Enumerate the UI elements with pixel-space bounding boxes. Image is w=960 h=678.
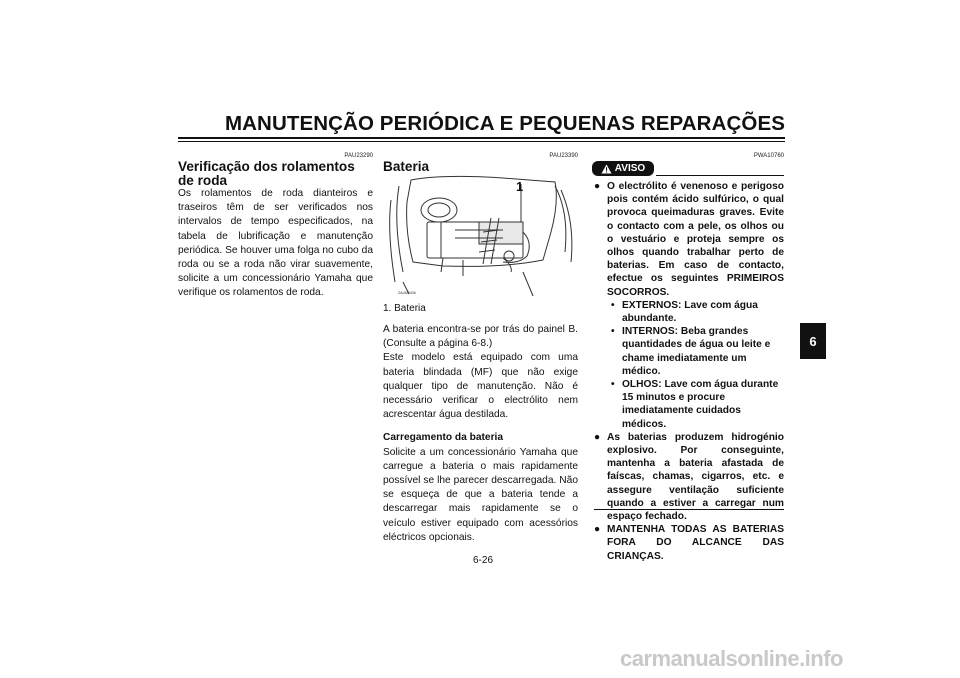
warning-rule	[656, 175, 784, 176]
sub-bullet: •	[611, 326, 615, 338]
warning-box	[594, 180, 784, 563]
title-rule	[178, 137, 785, 139]
section-body	[383, 323, 578, 545]
figure-id: ZAUM0436	[398, 291, 416, 295]
warning-badge	[592, 161, 654, 176]
bullet: ●	[594, 431, 601, 443]
warning-badge-label: AVISO	[614, 163, 646, 174]
first-aid-text: EXTERNOS: Lave com água abundante.	[622, 299, 758, 325]
warning-text: O electrólito é venenoso e perigoso pois contém ácido sulfúrico, o qual provoca queimaduras graves. Evite o contacto com a pele, os olhos ou o vestuário e proteja sempre os olhos quando trabalhar perto de baterias. Em caso de contacto, efectue os seguintes PRIMEIROS SOCORROS.	[607, 181, 784, 298]
warning-text: MANTENHA TODAS AS BATERIAS FORA DO ALCANCE DAS CRIANÇAS.	[607, 524, 784, 562]
warning-code: PWA10760	[753, 153, 784, 159]
paragraph: A bateria encontra-se por trás do painel B. (Consulte a página 6-8.)	[383, 324, 578, 350]
section-code: PAU23290	[344, 153, 373, 159]
paragraph: Os rolamentos de roda dianteiros e traseiros têm de ser verificados nos intervalos de tempo especificados, na tabela de lubrificação e manutenção periódica. Se houver uma folga no cubo da roda ou se a roda não virar suavemente, solicite a um concessionário Yamaha que verifique os rolamentos de roda.	[178, 188, 373, 299]
bullet: ●	[594, 181, 601, 192]
page-number: 6-26	[472, 555, 493, 566]
section-body	[178, 187, 373, 301]
section-heading: Verificação dos rolamentos de roda	[178, 159, 355, 188]
warning-item	[594, 180, 784, 431]
subheading: Carregamento da bateria	[383, 432, 504, 444]
first-aid-text: INTERNOS: Beba grandes quantidades de água ou leite e chame imediatamente um médico.	[622, 326, 771, 377]
watermark: carmanualsonline.info	[620, 646, 843, 671]
chapter-tab: 6	[800, 323, 826, 359]
section-heading: Bateria	[383, 159, 430, 174]
first-aid-item	[607, 378, 784, 431]
paragraph: Solicite a um concessionário Yamaha que carregue a bateria o mais rapidamente possível se lhe parecer descarregada. Não se esqueça de que a bateria tende a descarregar mais rapidamente se o veículo estiver equipado com acessórios eléctricos opcionais.	[383, 446, 578, 543]
figure-callout: 1	[516, 179, 524, 194]
warning-list	[594, 180, 784, 563]
bullet: ●	[594, 524, 601, 536]
battery-illustration	[383, 172, 578, 300]
section-code: PAU23390	[549, 153, 578, 159]
warning-triangle-icon	[601, 164, 612, 174]
sub-bullet: •	[611, 379, 615, 391]
page-title: MANUTENÇÃO PERIÓDICA E PEQUENAS REPARAÇÕES	[224, 112, 785, 135]
battery-figure	[383, 172, 578, 300]
figure-caption: 1. Bateria	[383, 303, 426, 314]
warning-text: As baterias produzem hidrogénio explosivo. Por conseguinte, mantenha a bateria afastada de faíscas, chamas, cigarros, etc. e assegure ventilação suficiente quando a estiver a carregar num espaço fechado.	[607, 431, 784, 523]
paragraph: Este modelo está equipado com uma bateria blindada (MF) que não exige qualquer tipo de manutenção. Não é necessário verificar o electrólito nem acrescentar água destilada.	[383, 352, 578, 421]
warning-item	[594, 523, 784, 563]
sub-bullet: •	[611, 299, 615, 311]
first-aid-item	[607, 299, 784, 325]
first-aid-item	[607, 325, 784, 378]
warning-end-rule	[594, 509, 784, 510]
first-aid-text: OLHOS: Lave com água durante 15 minutos e procure imediatamente cuidados médicos.	[622, 379, 779, 430]
title-rule-thin	[178, 141, 785, 142]
first-aid-list	[607, 299, 784, 431]
